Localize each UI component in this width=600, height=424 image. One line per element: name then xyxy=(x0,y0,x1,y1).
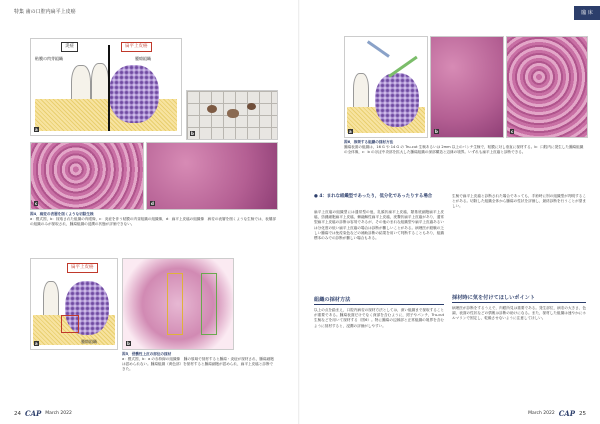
fig5-diagram xyxy=(30,258,118,350)
fig6-marker-b: b xyxy=(435,129,438,134)
fig4-label-inflammation: 炎症 xyxy=(61,42,78,52)
fig4-caption-title: 図4．病変の表層を削くような切除生検 xyxy=(30,212,94,216)
fig6-micro-b xyxy=(430,36,504,138)
request-heading-rule xyxy=(452,302,586,303)
left-page-number: 24 xyxy=(14,410,21,417)
fig4-lbl-tumor: 腫瘍組織 xyxy=(135,56,151,61)
section4-heading: ● 4：まれな組織型であったり，低分化であったりする場合 xyxy=(314,194,433,199)
fig5-caption-title: 図5．侵襲性上皮の部位の採材 xyxy=(122,352,172,356)
fig5-red-frame xyxy=(61,315,79,333)
section4-body-col2: 生検で扁平上皮癌と診断された場合であっても，手術時に別の組織型が判明することがある。切除した組織全体から腫瘍の性状を評価し，最終診断を行うことが望ましい。 xyxy=(452,194,586,209)
fig4-divider-line xyxy=(108,45,110,131)
punch-tool-icon xyxy=(367,40,390,57)
request-heading: 採材時に気を付けてほしいポイント xyxy=(452,295,536,301)
fig5-yellow-frame xyxy=(167,273,183,335)
cap-logo: CAP xyxy=(558,409,575,418)
fig4-gross-photo xyxy=(186,90,278,140)
section-tab: 臨 床 xyxy=(574,6,600,20)
fig6-caption-title: 図6．推奨する組織の採材方法 xyxy=(344,140,394,144)
tumor-zone xyxy=(375,73,419,127)
method-body: 以上の点を踏まえ，口腔内病変の採材方法としては，深い組織まで採取することが重要である。腫瘍表面だけでなく深部を含むように，鉗子やパンチ，Tru-cut 生検などを用いて採材する（図6）。特に腫瘍の辺縁部と正常組織の境界を含むように採材すると，浸潤の評価がしやすい。 xyxy=(314,308,444,328)
fig6-micro-c xyxy=(506,36,588,138)
fig4-micro-d xyxy=(146,142,278,210)
running-header: 特集 歯の口腔内扁平上皮癌 xyxy=(14,9,76,15)
fig4-marker-c: c xyxy=(35,201,38,206)
fig6-marker-c: c xyxy=(511,129,514,134)
fig4-diagram xyxy=(30,38,182,136)
specimen-piece xyxy=(227,109,239,118)
method-heading-rule xyxy=(314,304,444,305)
fig6-marker-a: a xyxy=(349,129,352,134)
fig4-lbl-granulation: 粘膜の肉芽組織 xyxy=(35,56,63,61)
issue-date: March 2022 xyxy=(528,411,555,416)
issue-date: March 2022 xyxy=(45,411,72,416)
tooth-shape xyxy=(353,73,369,111)
fig4-micro-c xyxy=(30,142,144,210)
left-footer xyxy=(14,409,72,418)
fig4-label-scc: 扁平上皮癌 xyxy=(121,42,152,52)
fig5-caption xyxy=(122,352,276,372)
fig5-green-frame xyxy=(201,273,217,335)
request-body: 病理医が診断をするうえで，肉眼所見は重要である。発生部位，病変の大きさ，色調，表面の性状などの情報は診断の助けになる。また，採材した組織は速やかにホルマリンで固定し，乾燥させないように注意してほしい。 xyxy=(452,306,586,321)
fig5-marker-a: a xyxy=(35,341,38,346)
right-footer xyxy=(528,409,586,418)
method-heading: 組織の採材方法 xyxy=(314,297,351,303)
cap-logo: CAP xyxy=(25,409,42,418)
fig4-caption xyxy=(30,212,276,227)
fig4-marker-a: a xyxy=(35,127,38,132)
fig6-caption xyxy=(344,140,586,155)
fig6-diagram xyxy=(344,36,428,138)
fig5-label-scc: 扁平上皮癌 xyxy=(67,263,98,273)
fig5-caption-body: a：模式図，b：a の赤枠線の組織像 腫の領域で採材すると腫瘍・炎症が採材され，腫瘍細胞は認められない。腫瘍組織（黄色部）を採材すると腫瘍細胞が認められ，扁平上皮癌と診断できた。 xyxy=(122,357,274,371)
section4-body-col1: 扁平上皮癌の組織型には通常型の他，乳頭状扁平上皮癌，類基底細胞扁平上皮癌，紡錘細胞扁平上皮癌，棘融解性扁平上皮癌，疣贅状扁平上皮癌があり，通常型扁平上皮癌の診断は容易であるが，その他のまれな組織型や扁平上皮癌あるいは分化度の低い扁平上皮癌の場合は診断が難しいことがある。病理医が経験の乏しい腫瘍では免疫染色などの補助診断の結果を用いて判断することもあり，組織標本のみでの診断が難しい場合もある。 xyxy=(314,210,444,241)
fig4-marker-b: b xyxy=(191,131,194,136)
fig4-marker-d: d xyxy=(151,201,154,206)
fig6-caption-body: 腫瘍表面の組織は，16 G や 14 G の Tru-cut 生検あるいは 2mm 以上のパンチ生検で，粘膜に対し垂直に採材する。b：口腔内に発生した腫瘍組織の全体像，c：b のほぼ中央部を拡大した腫瘍組織の深部構造と辺縁の境界。いずれも扁平上皮癌と診断できる。 xyxy=(344,145,584,154)
specimen-piece xyxy=(207,105,217,113)
fig5-marker-b: b xyxy=(127,341,130,346)
fig5-lbl-tumor: 腫瘍組織 xyxy=(81,339,97,344)
tumor-zone xyxy=(109,65,159,123)
specimen-piece xyxy=(247,103,256,110)
fig5-micro-b xyxy=(122,258,234,350)
right-page xyxy=(300,0,600,424)
fig4-caption-body: a：模式図，b：採取された組織の肉眼像，c：炎症を伴う粘膜の肉芽組織の組織像，d：扁平上皮癌の組織像 病変の表層を削くような生検では，表層部の組織のみが採取され，腫瘍組織の浸潤の状態が評価できない。 xyxy=(30,217,276,226)
tooth-shape xyxy=(43,281,59,319)
right-page-number: 25 xyxy=(579,410,586,417)
